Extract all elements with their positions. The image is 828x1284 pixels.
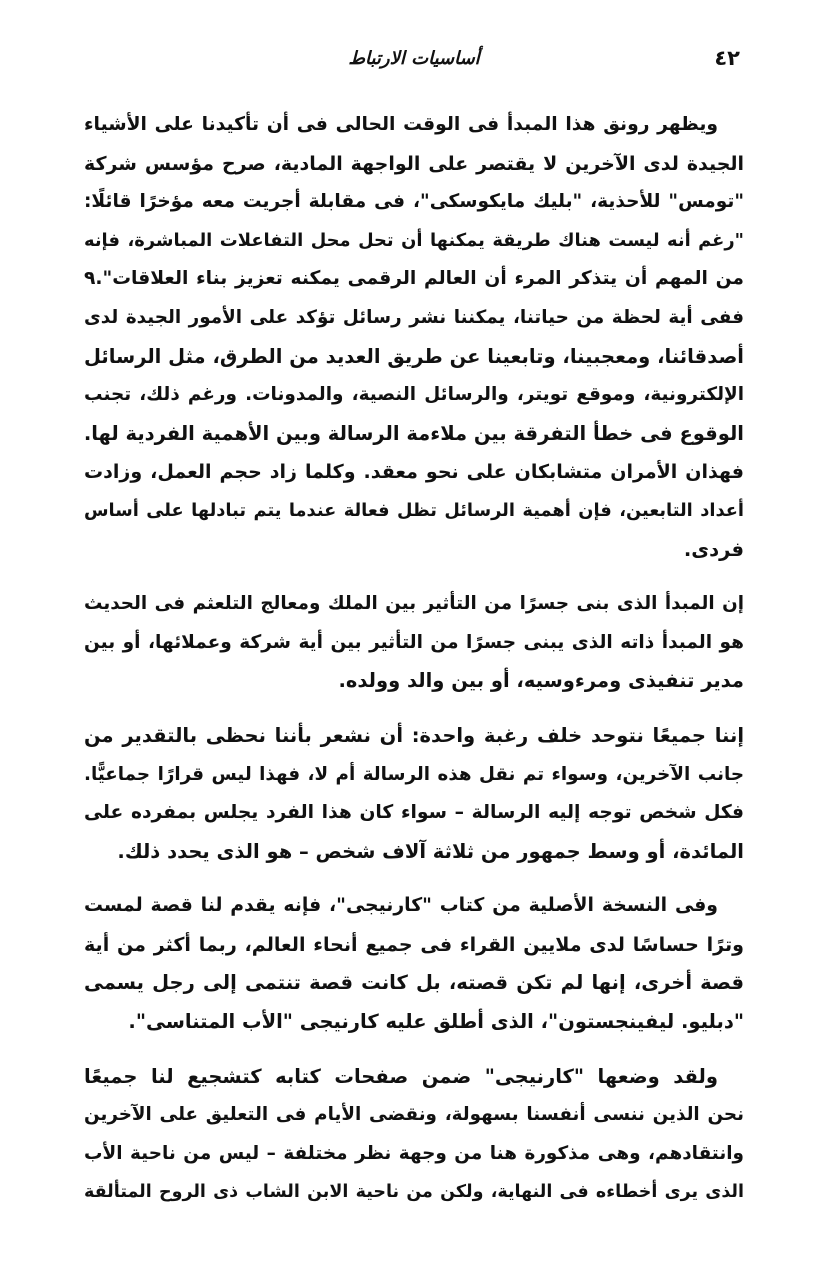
text-line: مدير تنفيذى ومرءوسيه، أو بين والد وولده. [338,669,744,693]
paragraph-1 [84,106,744,569]
text-line: الإلكترونية، وموقع تويتر، والرسائل النصية، والمدونات. ورغم ذلك، تجنب [84,384,744,406]
text-line: فهذان الأمران متشابكان على نحو معقد. وكلما زاد حجم العمل، وزادت [84,461,744,484]
text-line: الذى يرى أخطاءه فى النهاية، ولكن من ناحية الابن الشاب ذى الروح المتألقة [84,1182,744,1203]
text-line: إننا جميعًا نتوحد خلف رغبة واحدة: أن نشعر بأننا نحظى بالتقدير من [84,723,744,747]
paragraph-3 [84,717,744,871]
text-line: المائدة، أو وسط جمهور من ثلاثة آلاف شخص – هو الذى يحدد ذلك. [117,839,744,863]
text-line: فكل شخص توجه إليه الرسالة – سواء كان هذا الفرد يجلس بمفرده على [84,802,744,824]
paragraph-4 [84,887,744,1041]
text-line: ولقد وضعها "كارنيجى" ضمن صفحات كتابه كتشجيع لنا جميعًا [84,1064,718,1088]
text-line: الجيدة لدى الآخرين لا يقتصر على الواجهة المادية، صرح مؤسس شركة [84,152,744,175]
body-text [84,106,744,1216]
text-line: "دبليو. ليفينجستون"، الذى أطلق عليه كارنيجى "الأب المتناسى". [128,1010,744,1034]
text-line: أعداد التابعين، فإن أهمية الرسائل تظل فعالة عندما يتم تبادلها على أساس [84,499,744,521]
paragraph-2 [84,585,744,701]
text-line: فردى. [683,537,744,561]
chapter-title: أساسيات الارتباط [348,48,480,69]
text-line: أصدقائنا، ومعجبينا، وتابعينا عن طريق العديد من الطرق، مثل الرسائل [84,344,744,368]
text-line: نحن الذين ننسى أنفسنا بسهولة، ونقضى الأيام فى التعليق على الآخرين [84,1104,744,1126]
text-line: الوقوع فى خطأ التفرقة بين ملاءمة الرسالة وبين الأهمية الفردية لها. [83,421,744,445]
page-number: ٤٢ [714,46,740,70]
text-line: جانب الآخرين، وسواء تم نقل هذه الرسالة أم لا، فهذا ليس قرارًا جماعيًّا. [84,763,744,785]
text-line: من المهم أن يتذكر المرء أن العالم الرقمى يمكنه تعزيز بناء العلاقات".٩ [84,268,744,290]
text-line: ففى أية لحظة من حياتنا، يمكننا نشر رسائل تؤكد على الأمور الجيدة لدى [84,306,744,328]
paragraph-5 [84,1058,744,1212]
text-line: "رغم أنه ليست هناك طريقة يمكنها أن تحل محل التفاعلات المباشرة، فإنه [84,229,744,251]
running-header [88,46,740,82]
text-line: قصة أخرى، إنها لم تكن قصته، بل كانت قصة تنتمى إلى رجل يسمى [84,971,744,995]
paragraph-gap [84,1046,744,1058]
text-line: إن المبدأ الذى بنى جسرًا من التأثير بين الملك ومعالج التلعثم فى الحديث [84,593,744,615]
text-line: وانتقادهم، وهى مذكورة هنا من وجهة نظر مختلفة – ليس من ناحية الأب [84,1142,744,1164]
paragraph-gap [84,705,744,717]
paragraph-gap [84,573,744,585]
text-line: ويظهر رونق هذا المبدأ فى الوقت الحالى فى أن تأكيدنا على الأشياء [84,114,718,135]
text-line: وترًا حساسًا لدى ملايين القراء فى جميع أنحاء العالم، ربما أكثر من أية [84,933,744,956]
text-line: وفى النسخة الأصلية من كتاب "كارنيجى"، فإنه يقدم لنا قصة لمست [84,895,718,917]
text-line: "تومس" للأحذية، "بليك مايكوسكى"، فى مقابلة أجريت معه مؤخرًا قائلًا: [84,191,744,213]
paragraph-gap [84,875,744,887]
text-line: هو المبدأ ذاته الذى يبنى جسرًا من التأثير بين أية شركة وعملائها، أو بين [84,631,744,653]
